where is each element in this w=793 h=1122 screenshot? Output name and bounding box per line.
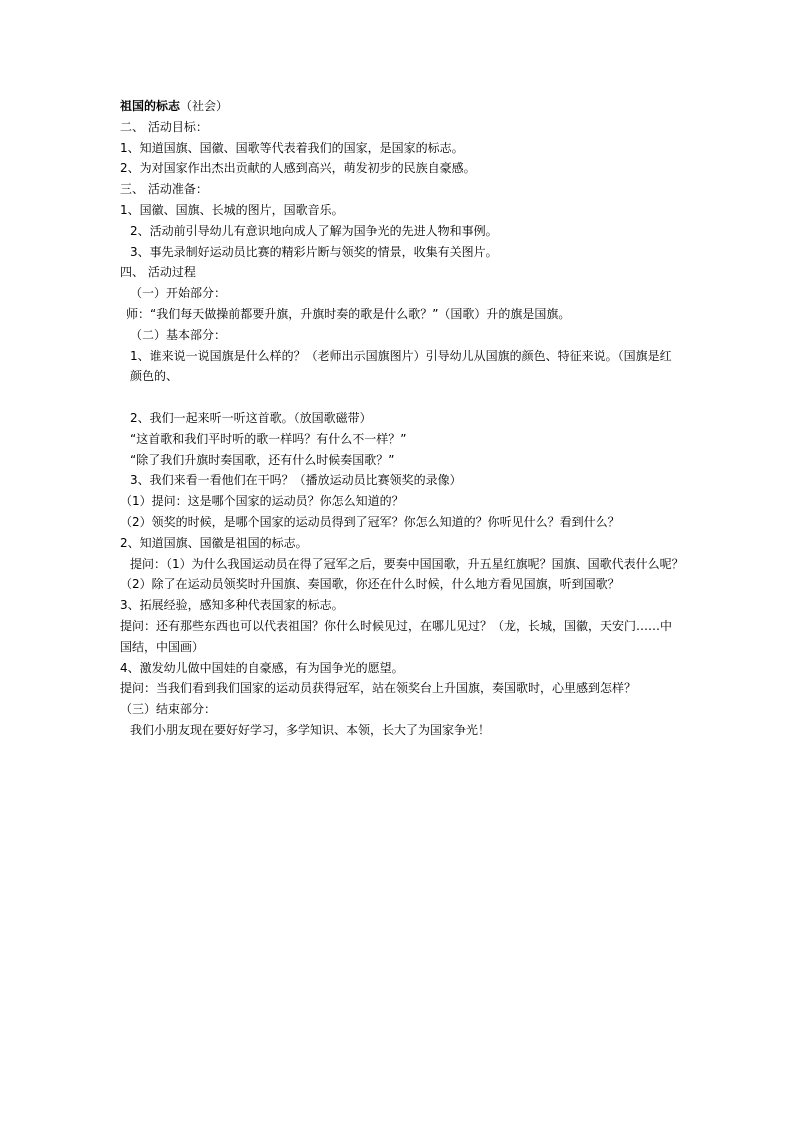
inspire-pride: 4、激发幼儿做中国娃的自豪感，有为国争光的愿望。 [120, 660, 404, 675]
basic-item-2: 2、我们一起来听一听这首歌。（放国歌磁带） [130, 410, 372, 425]
goal-item-2: 2、为对国家作出杰出贡献的人感到高兴，萌发初步的民族自豪感。 [120, 161, 476, 176]
subsection-start: （一）开始部分： [130, 286, 227, 301]
title-suffix: （社会） [180, 99, 229, 113]
quote-line-2: “除了我们升旗时奏国歌，还有什么时候奏国歌？” [130, 452, 395, 467]
section-heading-preparation: 三、 活动准备： [120, 182, 208, 197]
goal-item-1: 1、知道国旗、国徽、国歌等代表着我们的国家，是国家的标志。 [120, 140, 464, 155]
start-teacher-line: 师：“我们每天做操前都要升旗，升旗时奏的歌是什么歌？”（国歌）升的旗是国旗。 [126, 306, 571, 321]
title-text: 祖国的标志 [120, 99, 181, 113]
question-why-anthem: 提问：（1）为什么我国运动员在得了冠军之后，要奏中国国歌，升五星红旗呢？国旗、国歌代表什么呢？ [130, 556, 684, 571]
subsection-end: （三）结束部分： [120, 702, 217, 717]
section-heading-goals: 二、 活动目标： [120, 119, 208, 134]
document-page [120, 96, 684, 741]
prep-item-1: 1、国徽、国旗、长城的图片，国歌音乐。 [120, 202, 344, 217]
question-where-flag: （2）除了在运动员领奖时升国旗、奏国歌，你还在什么时候，什么地方看见国旗，听到国歌？ [120, 577, 620, 592]
know-flag-emblem: 2、知道国旗、国徽是祖国的标志。 [120, 535, 308, 550]
subsection-basic: （二）基本部分： [130, 327, 227, 342]
quote-line-1: “这首歌和我们平时听的歌一样吗？有什么不一样？” [130, 431, 407, 446]
question-symbols: 提问：还有那些东西也可以代表祖国？你什么时候见过，在哪儿见过？（龙，长城，国徽，天安门……中国结，中国画） [120, 618, 673, 654]
prep-item-2: 2、活动前引导幼儿有意识地向成人了解为国争光的先进人物和事例。 [130, 223, 498, 238]
document-title [120, 96, 680, 117]
question-feelings: 提问：当我们看到我们国家的运动员获得冠军，站在领奖台上升国旗，奏国歌时，心里感到怎样？ [120, 681, 637, 696]
blank-line [120, 387, 680, 408]
section-heading-process: 四、 活动过程 [120, 265, 196, 280]
basic-item-3: 3、我们来看一看他们在干吗？（播放运动员比赛领奖的录像） [130, 473, 462, 488]
question-2: （2）领奖的时候，是哪个国家的运动员得到了冠军？你怎么知道的？你听见什么？看到什么？ [120, 514, 620, 529]
basic-item-1: 1、谁来说一说国旗是什么样的？（老师出示国旗图片）引导幼儿从国旗的颜色、特征来说。（国旗是红颜色的、 [130, 348, 672, 384]
question-1: （1）提问：这是哪个国家的运动员？你怎么知道的？ [120, 494, 404, 509]
prep-item-3: 3、事先录制好运动员比赛的精彩片断与领奖的情景，收集有关图片。 [130, 244, 498, 259]
closing-line: 我们小朋友现在要好好学习，多学知识、本领，长大了为国家争光！ [130, 722, 491, 737]
expand-experience: 3、拓展经验，感知多种代表国家的标志。 [120, 598, 344, 613]
